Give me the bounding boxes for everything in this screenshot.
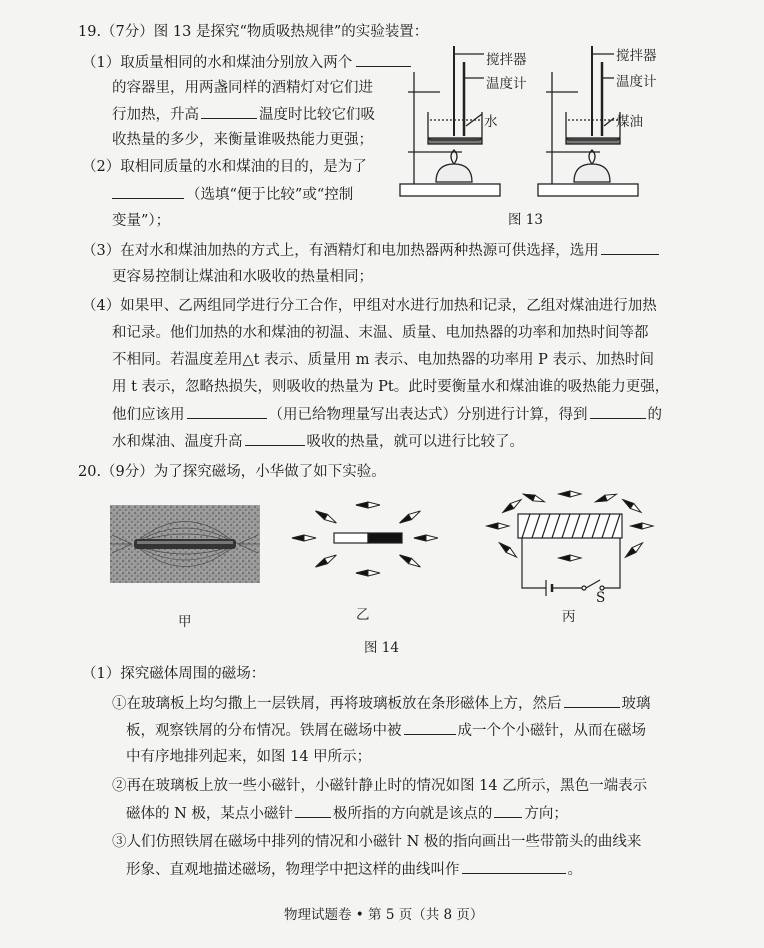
q20-s1a-b: 玻璃 [621, 696, 651, 712]
page-footer: 物理试题卷 • 第 5 页（共 8 页） [284, 907, 484, 923]
figure-14-c-solenoid [482, 488, 660, 606]
q19-p4-line5 [112, 404, 662, 425]
fig14-switch-label: S [596, 590, 606, 606]
q19-p1-l3b: 温度时比较它们吸 [259, 107, 375, 123]
blank-5[interactable] [187, 404, 267, 419]
q19-p4-l5b: （用已给物理量写出表达式）分别进行计算，得到 [268, 407, 588, 423]
q20-s1c2-b: 。 [567, 862, 582, 878]
q19-p4-line6 [112, 431, 524, 452]
q19-p4-line2: 和记录。他们加热的水和煤油的初温、末温、质量、电加热器的功率和加热时间等都 [112, 325, 649, 341]
fig13-label-kerosene: 煤油 [616, 114, 643, 130]
fig13-label-thermo-r: 温度计 [616, 74, 657, 90]
q20-s1c-line1: ③人们仿照铁屑在磁场中排列的情况和小磁针 N 极的指向画出一些带箭头的曲线来 [112, 834, 642, 850]
q19-p3-text: （3）在对水和煤油加热的方式上，有酒精灯和电加热器两种热源可供选择，选用 [82, 243, 599, 259]
q19-p4-l6b: 吸收的热量，就可以进行比较了。 [306, 434, 524, 450]
fig14-label-a: 甲 [178, 614, 192, 630]
blank-8[interactable] [564, 693, 620, 708]
q19-p4-l5a: 他们应该用 [112, 407, 185, 423]
q19-p2-line1: （2）取相同质量的水和煤油的目的，是为了 [82, 159, 367, 175]
blank-6[interactable] [590, 404, 646, 419]
q20-s1a-a: ①在玻璃板上均匀撒上一层铁屑，再将玻璃板放在条形磁体上方，然后 [112, 696, 562, 712]
q20-s1a2-b: 成一个个小磁针，从而在磁场 [457, 723, 646, 739]
fig14-label-b: 乙 [356, 607, 370, 623]
q19-p4-l6a: 水和煤油、温度升高 [112, 434, 243, 450]
q20-s1b-line1: ②再在玻璃板上放一些小磁针，小磁针静止时的情况如图 14 乙所示，黑色一端表示 [112, 778, 648, 794]
q20-s1a-line3: 中有序地排列起来，如图 14 甲所示； [126, 749, 372, 765]
q20-s1: （1）探究磁体周围的磁场： [82, 666, 266, 682]
q19-p4-line3: 不相同。若温度差用△t 表示、质量用 m 表示、电加热器的功率用 P 表示、加热时间 [112, 352, 655, 368]
q20-s1a-line1 [112, 693, 651, 714]
base-right [538, 184, 638, 196]
q19-p3-line1 [82, 240, 659, 261]
q20-s1a2-a: 板，观察铁屑的分布情况。铁屑在磁场中被 [126, 723, 402, 739]
fig13-label-stirrer-l: 搅拌器 [486, 52, 527, 68]
q19-p1-line4: 收热量的多少，来衡量谁吸热能力更强； [112, 132, 373, 148]
q19-p2-l2b: （选填“便于比较”或“控制 [186, 187, 354, 203]
blank-9[interactable] [404, 720, 456, 735]
fig14-caption: 图 14 [364, 640, 399, 656]
q19-p3-line2: 更容易控制让煤油和水吸收的热量相同； [112, 269, 373, 285]
q19-p4-line4: 用 t 表示，忽略热损失，则吸收的热量为 Pt。此时要衡量水和煤油谁的吸热能力更强， [112, 379, 670, 395]
q20-s1b2-b: 极所指的方向就是该点的 [332, 806, 493, 822]
fig13-label-stirrer-r: 搅拌器 [616, 48, 657, 64]
q20-s1c-line2 [126, 859, 582, 880]
fig13-label-water: 水 [484, 114, 498, 130]
q20-s1c2-a: 形象、直观地描述磁场，物理学中把这样的曲线叫作 [126, 862, 460, 878]
blank-3[interactable] [112, 184, 184, 199]
q19-p1-line2: 的容器里，用两盏同样的酒精灯对它们进 [112, 80, 373, 96]
q20-header: 20.（9分）为了探究磁场，小华做了如下实验。 [78, 464, 386, 480]
blank-10[interactable] [295, 803, 331, 818]
q20-s1b-line2 [126, 803, 568, 824]
q19-p4-l5c: 的 [647, 407, 662, 423]
blank-2[interactable] [201, 104, 257, 119]
q19-p4-line1: （4）如果甲、乙两组同学进行分工合作，甲组对水进行加热和记录，乙组对煤油进行加热 [82, 298, 657, 314]
figure-14-b-compass [288, 495, 438, 585]
q19-header: 19.（7分）图 13 是探究“物质吸热规律”的实验装置： [78, 24, 429, 40]
q19-p1-line1 [82, 52, 411, 73]
base-left [400, 184, 500, 196]
q20-s1b2-a: 磁体的 N 极，某点小磁针 [126, 806, 293, 822]
blank-4[interactable] [601, 240, 659, 255]
figure-14-a-iron-filings [110, 505, 260, 583]
blank-7[interactable] [245, 431, 305, 446]
q19-p2-line2 [112, 184, 353, 205]
q20-s1b2-c: 方向； [524, 806, 568, 822]
q19-p1-text: （1）取质量相同的水和煤油分别放入两个 [82, 55, 353, 71]
fig13-caption: 图 13 [508, 212, 543, 228]
blank-12[interactable] [462, 859, 566, 874]
q19-p1-line3 [112, 104, 375, 125]
fig14-label-c: 丙 [562, 609, 576, 625]
fig13-label-thermo-l: 温度计 [486, 76, 527, 92]
blank-11[interactable] [494, 803, 522, 818]
q19-p2-line3: 变量”）； [112, 213, 171, 229]
q20-s1a-line2 [126, 720, 646, 741]
q19-p1-l3a: 行加热，升高 [112, 107, 199, 123]
